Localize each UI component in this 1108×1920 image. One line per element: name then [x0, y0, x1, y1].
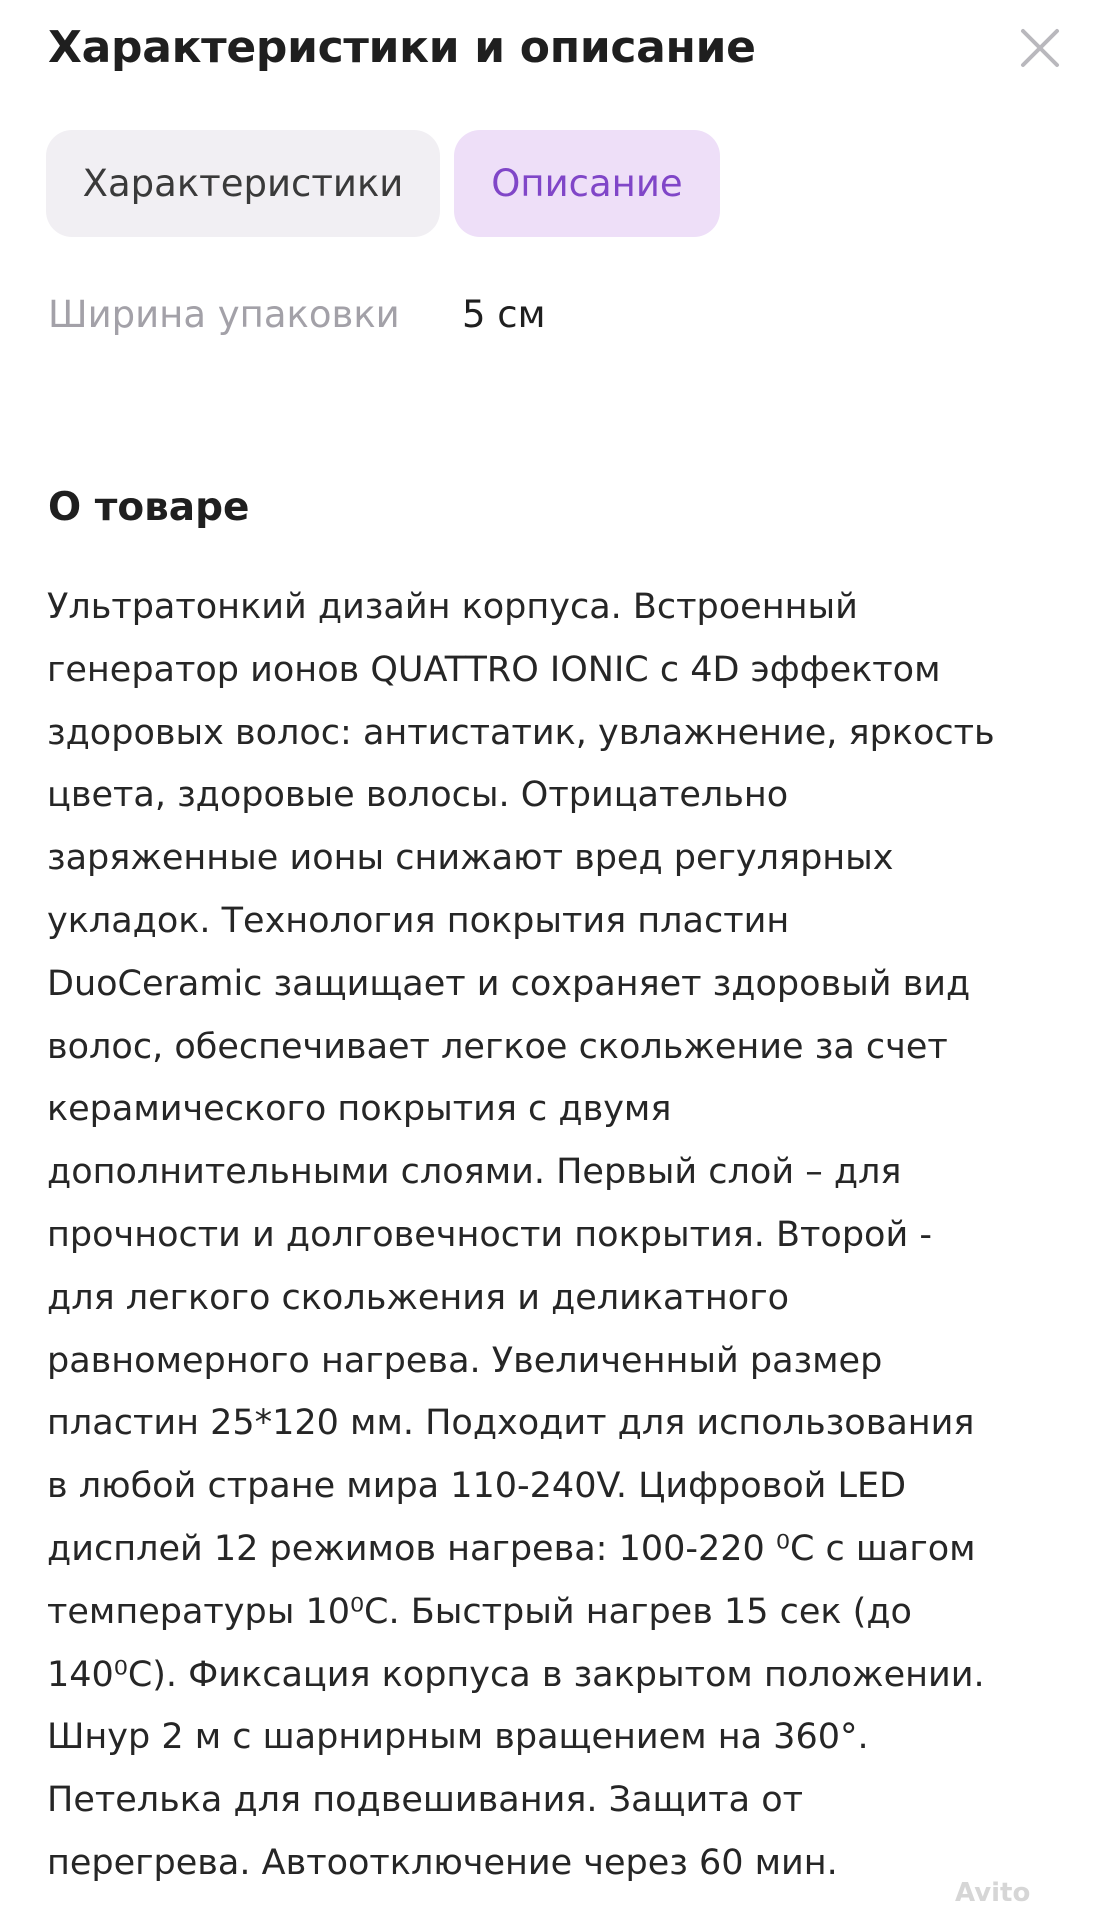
description-line: Ультратонкий дизайн корпуса. Встроенный [47, 587, 858, 627]
description-line: дисплей 12 режимов нагрева: 100-220 ⁰С с шагом [47, 1528, 976, 1569]
description-line: равномерного нагрева. Увеличенный размер [47, 1340, 883, 1381]
description-line: прочности и долговечности покрытия. Второй - [47, 1214, 932, 1255]
spec-row-package-width [48, 293, 546, 336]
page-title: Характеристики и описание [48, 22, 756, 73]
description-line: Петелька для подвешивания. Защита от [47, 1780, 804, 1821]
description-line: укладок. Технология покрытия пластин [47, 900, 790, 941]
description-line: здоровых волос: антистатик, увлажнение, яркость [47, 712, 995, 753]
close-button[interactable] [1010, 18, 1070, 78]
spec-label: Ширина упаковки [48, 293, 400, 336]
product-description [47, 576, 995, 1895]
description-line: DuoCeramic защищает и сохраняет здоровый вид [47, 963, 971, 1004]
description-line: керамического покрытия с двумя [47, 1089, 672, 1130]
description-line: дополнительными слоями. Первый слой – для [47, 1152, 902, 1193]
tab-description[interactable]: Описание [454, 130, 720, 237]
description-line: волос, обеспечивает легкое скольжение за счет [47, 1026, 948, 1067]
description-line: для легкого скольжения и деликатного [47, 1277, 789, 1318]
description-line: Шнур 2 м с шарнирным вращением на 360°. [47, 1717, 869, 1758]
description-line: 140⁰С). Фиксация корпуса в закрытом положении. [47, 1654, 985, 1695]
spec-value: 5 см [462, 293, 546, 336]
description-line: заряженные ионы снижают вред регулярных [47, 838, 894, 879]
description-line: генератор ионов QUATTRO IONIC с 4D эффектом [47, 649, 941, 690]
description-line: перегрева. Автоотключение через 60 мин. [47, 1842, 838, 1883]
avito-watermark: Avito [955, 1878, 1031, 1908]
about-product-title: О товаре [48, 485, 250, 530]
tab-characteristics[interactable]: Характеристики [46, 130, 440, 237]
close-icon [1010, 18, 1070, 78]
description-line: цвета, здоровые волосы. Отрицательно [47, 775, 789, 816]
description-line: в любой стране мира 110-240V. Цифровой LED [47, 1466, 907, 1507]
description-line: температуры 10⁰С. Быстрый нагрев 15 сек (до [47, 1591, 912, 1632]
description-line: пластин 25*120 мм. Подходит для использования [47, 1403, 975, 1444]
